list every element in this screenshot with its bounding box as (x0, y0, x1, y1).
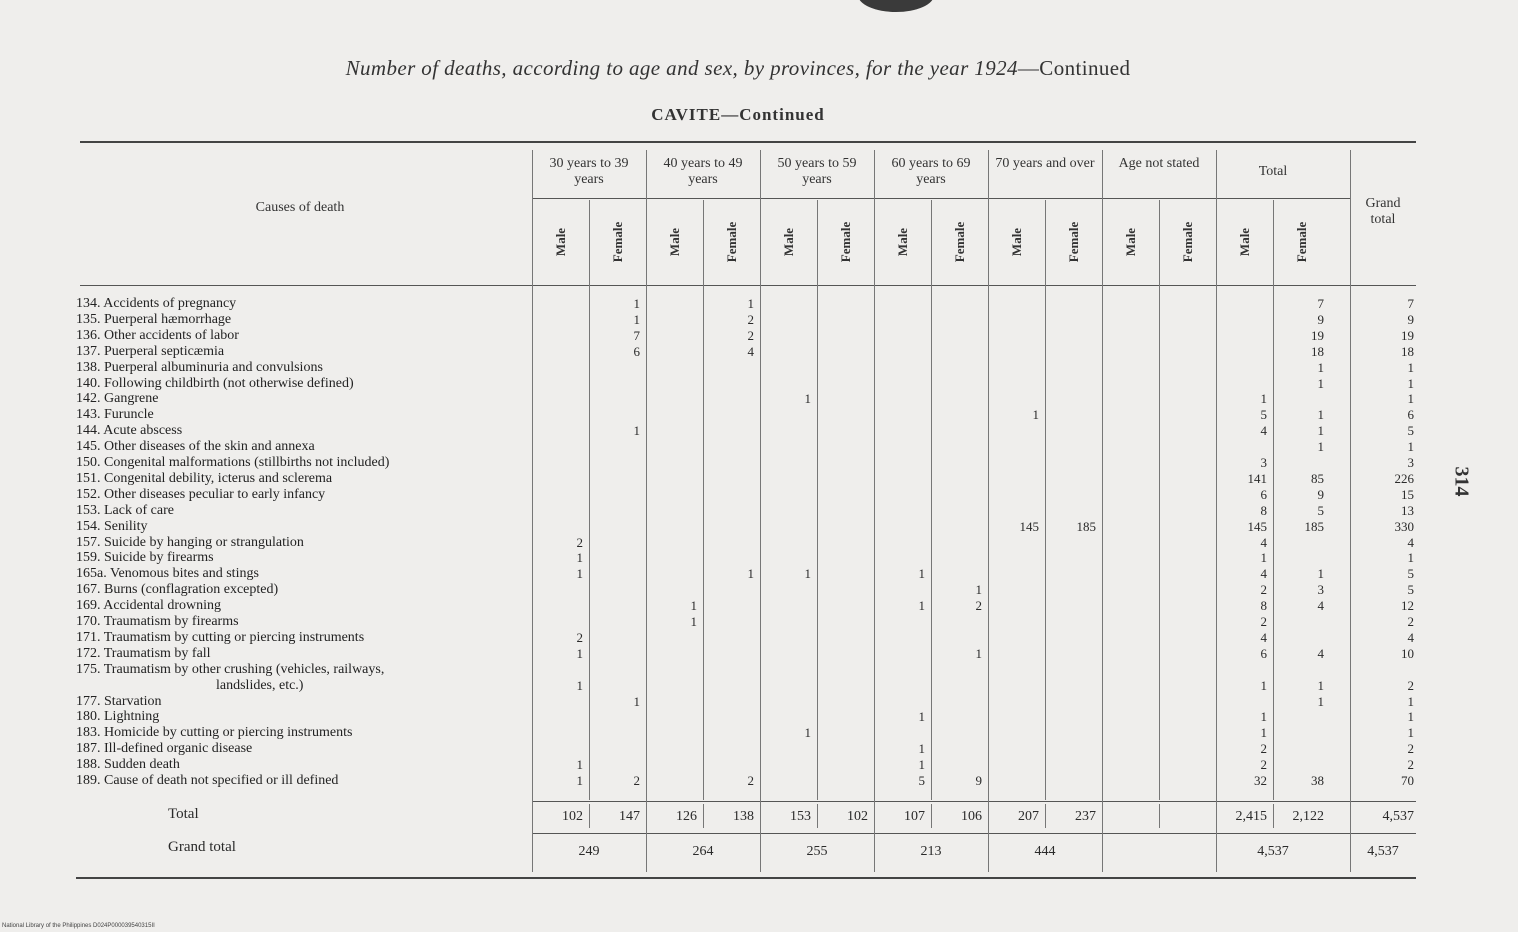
data-cell: 1 (633, 423, 640, 439)
data-cell: 7 (1317, 296, 1324, 311)
data-cell: 2 (1407, 757, 1414, 773)
cause-label: 135. Puerperal hæmorrhage (76, 311, 232, 327)
total-cell: 102 (847, 809, 868, 824)
cause-label: 137. Puerperal septicæmia (76, 343, 225, 359)
cause-label: 187. Ill-defined organic disease (76, 741, 253, 757)
cause-label: 140. Following childbirth (not otherwise defined) (76, 375, 354, 391)
data-cell: 70 (1401, 773, 1414, 788)
female-header: Female (1294, 221, 1309, 263)
data-cell: 18 (1401, 343, 1414, 359)
data-cell: 1 (1407, 439, 1414, 455)
data-cell: 19 (1401, 327, 1414, 343)
data-cell: 15 (1401, 486, 1414, 502)
grand-total-header: Grand total (1365, 196, 1401, 227)
total-cell: 102 (562, 809, 583, 824)
data-cell: 1 (804, 391, 811, 407)
data-cell: 32 (1254, 773, 1267, 788)
column-rule (1350, 150, 1351, 872)
male-header: Male (553, 227, 568, 257)
data-cell: 9 (1317, 311, 1324, 327)
data-cell: 2 (1260, 757, 1267, 773)
cause-label: 153. Lack of care (76, 502, 174, 518)
data-cell: 1 (1407, 359, 1414, 375)
cause-label: 136. Other accidents of labor (76, 327, 239, 343)
data-cell: 1 (690, 598, 697, 614)
column-rule (760, 150, 761, 872)
cause-label: 171. Traumatism by cutting or piercing instruments (76, 629, 365, 645)
data-cell: 9 (1317, 486, 1324, 502)
sex-divider-rule (1273, 804, 1274, 828)
data-cell: 330 (1394, 518, 1414, 534)
male-header: Male (667, 227, 682, 257)
female-header: Female (724, 221, 739, 263)
data-cell: 1 (804, 725, 811, 741)
grand-total-cell: 444 (1034, 844, 1056, 859)
cause-label: 150. Congenital malformations (stillbirths not included) (76, 455, 390, 470)
data-cell: 7 (1407, 296, 1414, 311)
data-cell: 1 (918, 566, 925, 582)
data-cell: 6 (633, 343, 640, 359)
male-header: Male (895, 227, 910, 257)
data-cell: 1 (1407, 693, 1414, 709)
grand-total-label: Grand total (168, 839, 236, 855)
male-header: Male (1237, 227, 1252, 257)
total-cell: 138 (733, 809, 754, 824)
data-cell: 38 (1311, 773, 1324, 788)
female-header: Female (1066, 221, 1081, 263)
grand-total-cell: 4,537 (1367, 844, 1399, 859)
cause-label: 138. Puerperal albuminuria and convulsions (76, 359, 323, 375)
data-cell: 1 (1407, 709, 1414, 725)
grand-total-rule (532, 833, 1416, 834)
data-cell: 1 (576, 645, 583, 661)
grand-total-cell: 249 (578, 844, 600, 859)
data-cell: 2 (1260, 614, 1267, 629)
data-cell: 1 (576, 550, 583, 566)
total-cell: 2,415 (1235, 809, 1267, 824)
data-cell: 1 (633, 296, 640, 311)
cause-label: 180. Lightning (76, 709, 160, 725)
column-rule (646, 150, 647, 872)
sex-divider-rule (1159, 200, 1160, 800)
grand-total-cell: 213 (920, 844, 942, 859)
cause-label: 188. Sudden death (76, 757, 180, 773)
data-cell: 1 (975, 645, 982, 661)
table-top-rule (80, 141, 1416, 143)
total-cell: 106 (961, 809, 982, 824)
data-cell: 185 (1304, 518, 1324, 534)
grand-total-cell: 4,537 (1257, 844, 1289, 859)
male-header: Male (1123, 227, 1138, 257)
data-cell: 4 (1260, 423, 1267, 439)
data-cell: 4 (1260, 629, 1267, 645)
data-cell: 1 (1317, 423, 1324, 439)
grand-total-cell: 255 (806, 844, 828, 859)
cause-label: 183. Homicide by cutting or piercing instruments (76, 725, 353, 741)
data-cell: 1 (1407, 550, 1414, 566)
column-rule (532, 150, 533, 872)
data-cell: 1 (918, 741, 925, 757)
data-cell: 7 (633, 327, 640, 343)
age-group-header: 50 years to 59 years (777, 156, 857, 187)
data-cell: 4 (1407, 629, 1414, 645)
ink-blot (858, 0, 934, 12)
total-cell: 126 (676, 809, 697, 824)
sex-divider-rule (931, 200, 932, 800)
data-cell: 1 (576, 677, 583, 693)
data-cell: 1 (1317, 566, 1324, 582)
sex-divider-rule (703, 200, 704, 800)
male-header: Male (781, 227, 796, 257)
data-cell: 2 (1260, 741, 1267, 757)
data-cell: 1 (1317, 407, 1324, 423)
age-group-header: 30 years to 39 years (549, 156, 629, 187)
grand-total-cell: 264 (692, 844, 714, 859)
data-cell: 4 (1260, 566, 1267, 582)
data-cell: 2 (747, 311, 754, 327)
data-cell: 8 (1260, 502, 1267, 518)
data-cell: 5 (1407, 423, 1414, 439)
data-cell: 141 (1247, 470, 1267, 486)
data-cell: 4 (1407, 534, 1414, 550)
data-cell: 145 (1019, 518, 1039, 534)
sex-divider-rule (1273, 200, 1274, 800)
data-cell: 226 (1394, 470, 1414, 486)
data-cell: 5 (1317, 502, 1324, 518)
data-cell: 1 (747, 296, 754, 311)
causes-header: Causes of death (255, 200, 345, 215)
data-cell: 1 (918, 709, 925, 725)
column-rule (874, 150, 875, 872)
data-cell: 1 (1260, 391, 1267, 407)
data-cell: 2 (1407, 677, 1414, 693)
data-cell: 1 (633, 693, 640, 709)
data-cell: 1 (1317, 693, 1324, 709)
column-rule (1102, 150, 1103, 872)
data-cell: 5 (1260, 407, 1267, 423)
data-cell: 2 (747, 327, 754, 343)
footer-note: National Library of the Philippines D024P000039540315II (2, 923, 155, 929)
sex-divider-rule (931, 804, 932, 828)
cause-label: 172. Traumatism by fall (76, 645, 211, 661)
page-title: Number of deaths, according to age and sex, by provinces, for the year 1924—Continued (345, 56, 1131, 80)
sex-divider-rule (1045, 804, 1046, 828)
female-header: Female (838, 221, 853, 263)
cause-label: 143. Furuncle (76, 407, 154, 423)
data-cell: 4 (1260, 534, 1267, 550)
data-cell: 1 (918, 757, 925, 773)
province-subtitle: CAVITE—Continued (651, 105, 825, 124)
data-cell: 8 (1260, 598, 1267, 614)
data-cell: 2 (633, 773, 640, 788)
cause-label: 169. Accidental drowning (76, 598, 222, 614)
data-cell: 2 (1407, 741, 1414, 757)
data-cell: 2 (975, 598, 982, 614)
data-cell: 18 (1311, 343, 1324, 359)
data-cell: 1 (1317, 359, 1324, 375)
sex-divider-rule (1159, 804, 1160, 828)
total-cell: 207 (1018, 809, 1039, 824)
data-cell: 9 (975, 773, 982, 788)
cause-label: 154. Senility (76, 518, 148, 534)
cause-label: 167. Burns (conflagration excepted) (76, 582, 279, 598)
male-header: Male (1009, 227, 1024, 257)
total-cell: 147 (619, 809, 640, 824)
total-cell: 4,537 (1382, 809, 1414, 824)
data-cell: 1 (576, 566, 583, 582)
female-header: Female (952, 221, 967, 263)
age-group-header: 60 years to 69 years (891, 156, 971, 187)
column-rule (1216, 150, 1217, 872)
data-cell: 185 (1076, 518, 1096, 534)
data-cell: 1 (975, 582, 982, 598)
data-cell: 5 (1407, 582, 1414, 598)
data-cell: 1 (1260, 677, 1267, 693)
total-cell: 153 (790, 809, 811, 824)
data-cell: 85 (1311, 470, 1324, 486)
data-cell: 1 (747, 566, 754, 582)
cause-label: 152. Other diseases peculiar to early infancy (76, 486, 326, 502)
data-cell: 3 (1407, 455, 1414, 470)
data-cell: 2 (1407, 614, 1414, 629)
data-cell: 9 (1407, 311, 1414, 327)
cause-label: 134. Accidents of pregnancy (76, 296, 237, 311)
cause-label: 189. Cause of death not specified or ill defined (76, 773, 339, 788)
age-group-header: Total (1258, 164, 1288, 179)
total-label: Total (168, 806, 199, 822)
data-cell: 2 (1260, 582, 1267, 598)
data-cell: 1 (1260, 709, 1267, 725)
data-cell: 145 (1247, 518, 1267, 534)
table-bottom-rule (76, 877, 1416, 879)
data-cell: 1 (1260, 725, 1267, 741)
data-cell: 1 (690, 614, 697, 629)
sex-divider-rule (703, 804, 704, 828)
cause-label: 144. Acute abscess (76, 423, 183, 439)
cause-label: 165a. Venomous bites and stings (76, 566, 259, 582)
data-cell: 1 (804, 566, 811, 582)
data-cell: 4 (1317, 645, 1324, 661)
data-cell: 3 (1260, 455, 1267, 470)
page-number: 314 (1450, 466, 1473, 497)
total-cell: 107 (904, 809, 925, 824)
cause-label: 175. Traumatism by other crushing (vehicles, railways, (76, 661, 385, 677)
sex-divider-rule (1045, 200, 1046, 800)
data-cell: 12 (1401, 598, 1414, 614)
cause-label: 170. Traumatism by firearms (76, 614, 239, 629)
data-cell: 4 (747, 343, 754, 359)
data-cell: 13 (1401, 502, 1414, 518)
sex-divider-rule (817, 804, 818, 828)
data-cell: 1 (1260, 550, 1267, 566)
cause-label: 177. Starvation (76, 693, 162, 709)
cause-label: landslides, etc.) (216, 677, 304, 693)
total-cell: 2,122 (1292, 809, 1324, 824)
data-cell: 1 (1407, 725, 1414, 741)
data-cell: 1 (633, 311, 640, 327)
sex-divider-rule (589, 804, 590, 828)
column-rule (988, 150, 989, 872)
data-cell: 2 (576, 629, 583, 645)
data-cell: 6 (1260, 486, 1267, 502)
cause-label: 142. Gangrene (76, 391, 159, 407)
data-cell: 1 (1032, 407, 1039, 423)
cause-label: 157. Suicide by hanging or strangulation (76, 534, 304, 550)
cause-label: 159. Suicide by firearms (76, 550, 214, 566)
data-cell: 6 (1260, 645, 1267, 661)
sex-divider-rule (589, 200, 590, 800)
data-cell: 1 (1317, 375, 1324, 391)
group-header-rule (532, 198, 1350, 199)
female-header: Female (1180, 221, 1195, 263)
cause-label: 151. Congenital debility, icterus and sclerema (76, 470, 333, 486)
data-cell: 1 (1407, 391, 1414, 407)
total-cell: 237 (1075, 809, 1096, 824)
age-group-header: Age not stated (1118, 156, 1200, 171)
data-cell: 6 (1407, 407, 1414, 423)
sex-divider-rule (817, 200, 818, 800)
data-cell: 1 (1317, 439, 1324, 455)
age-group-header: 70 years and over (995, 156, 1095, 171)
data-cell: 1 (576, 773, 583, 788)
data-cell: 1 (1317, 677, 1324, 693)
female-header: Female (610, 221, 625, 263)
total-rule (532, 801, 1416, 802)
data-cell: 1 (1407, 375, 1414, 391)
data-cell: 4 (1317, 598, 1324, 614)
data-cell: 2 (747, 773, 754, 788)
data-cell: 2 (576, 534, 583, 550)
data-cell: 3 (1317, 582, 1324, 598)
data-cell: 1 (918, 598, 925, 614)
data-cell: 5 (1407, 566, 1414, 582)
age-group-header: 40 years to 49 years (663, 156, 743, 187)
data-cell: 19 (1311, 327, 1324, 343)
data-cell: 1 (576, 757, 583, 773)
data-cell: 5 (918, 773, 925, 788)
cause-label: 145. Other diseases of the skin and annexa (76, 439, 315, 455)
data-cell: 10 (1401, 645, 1414, 661)
